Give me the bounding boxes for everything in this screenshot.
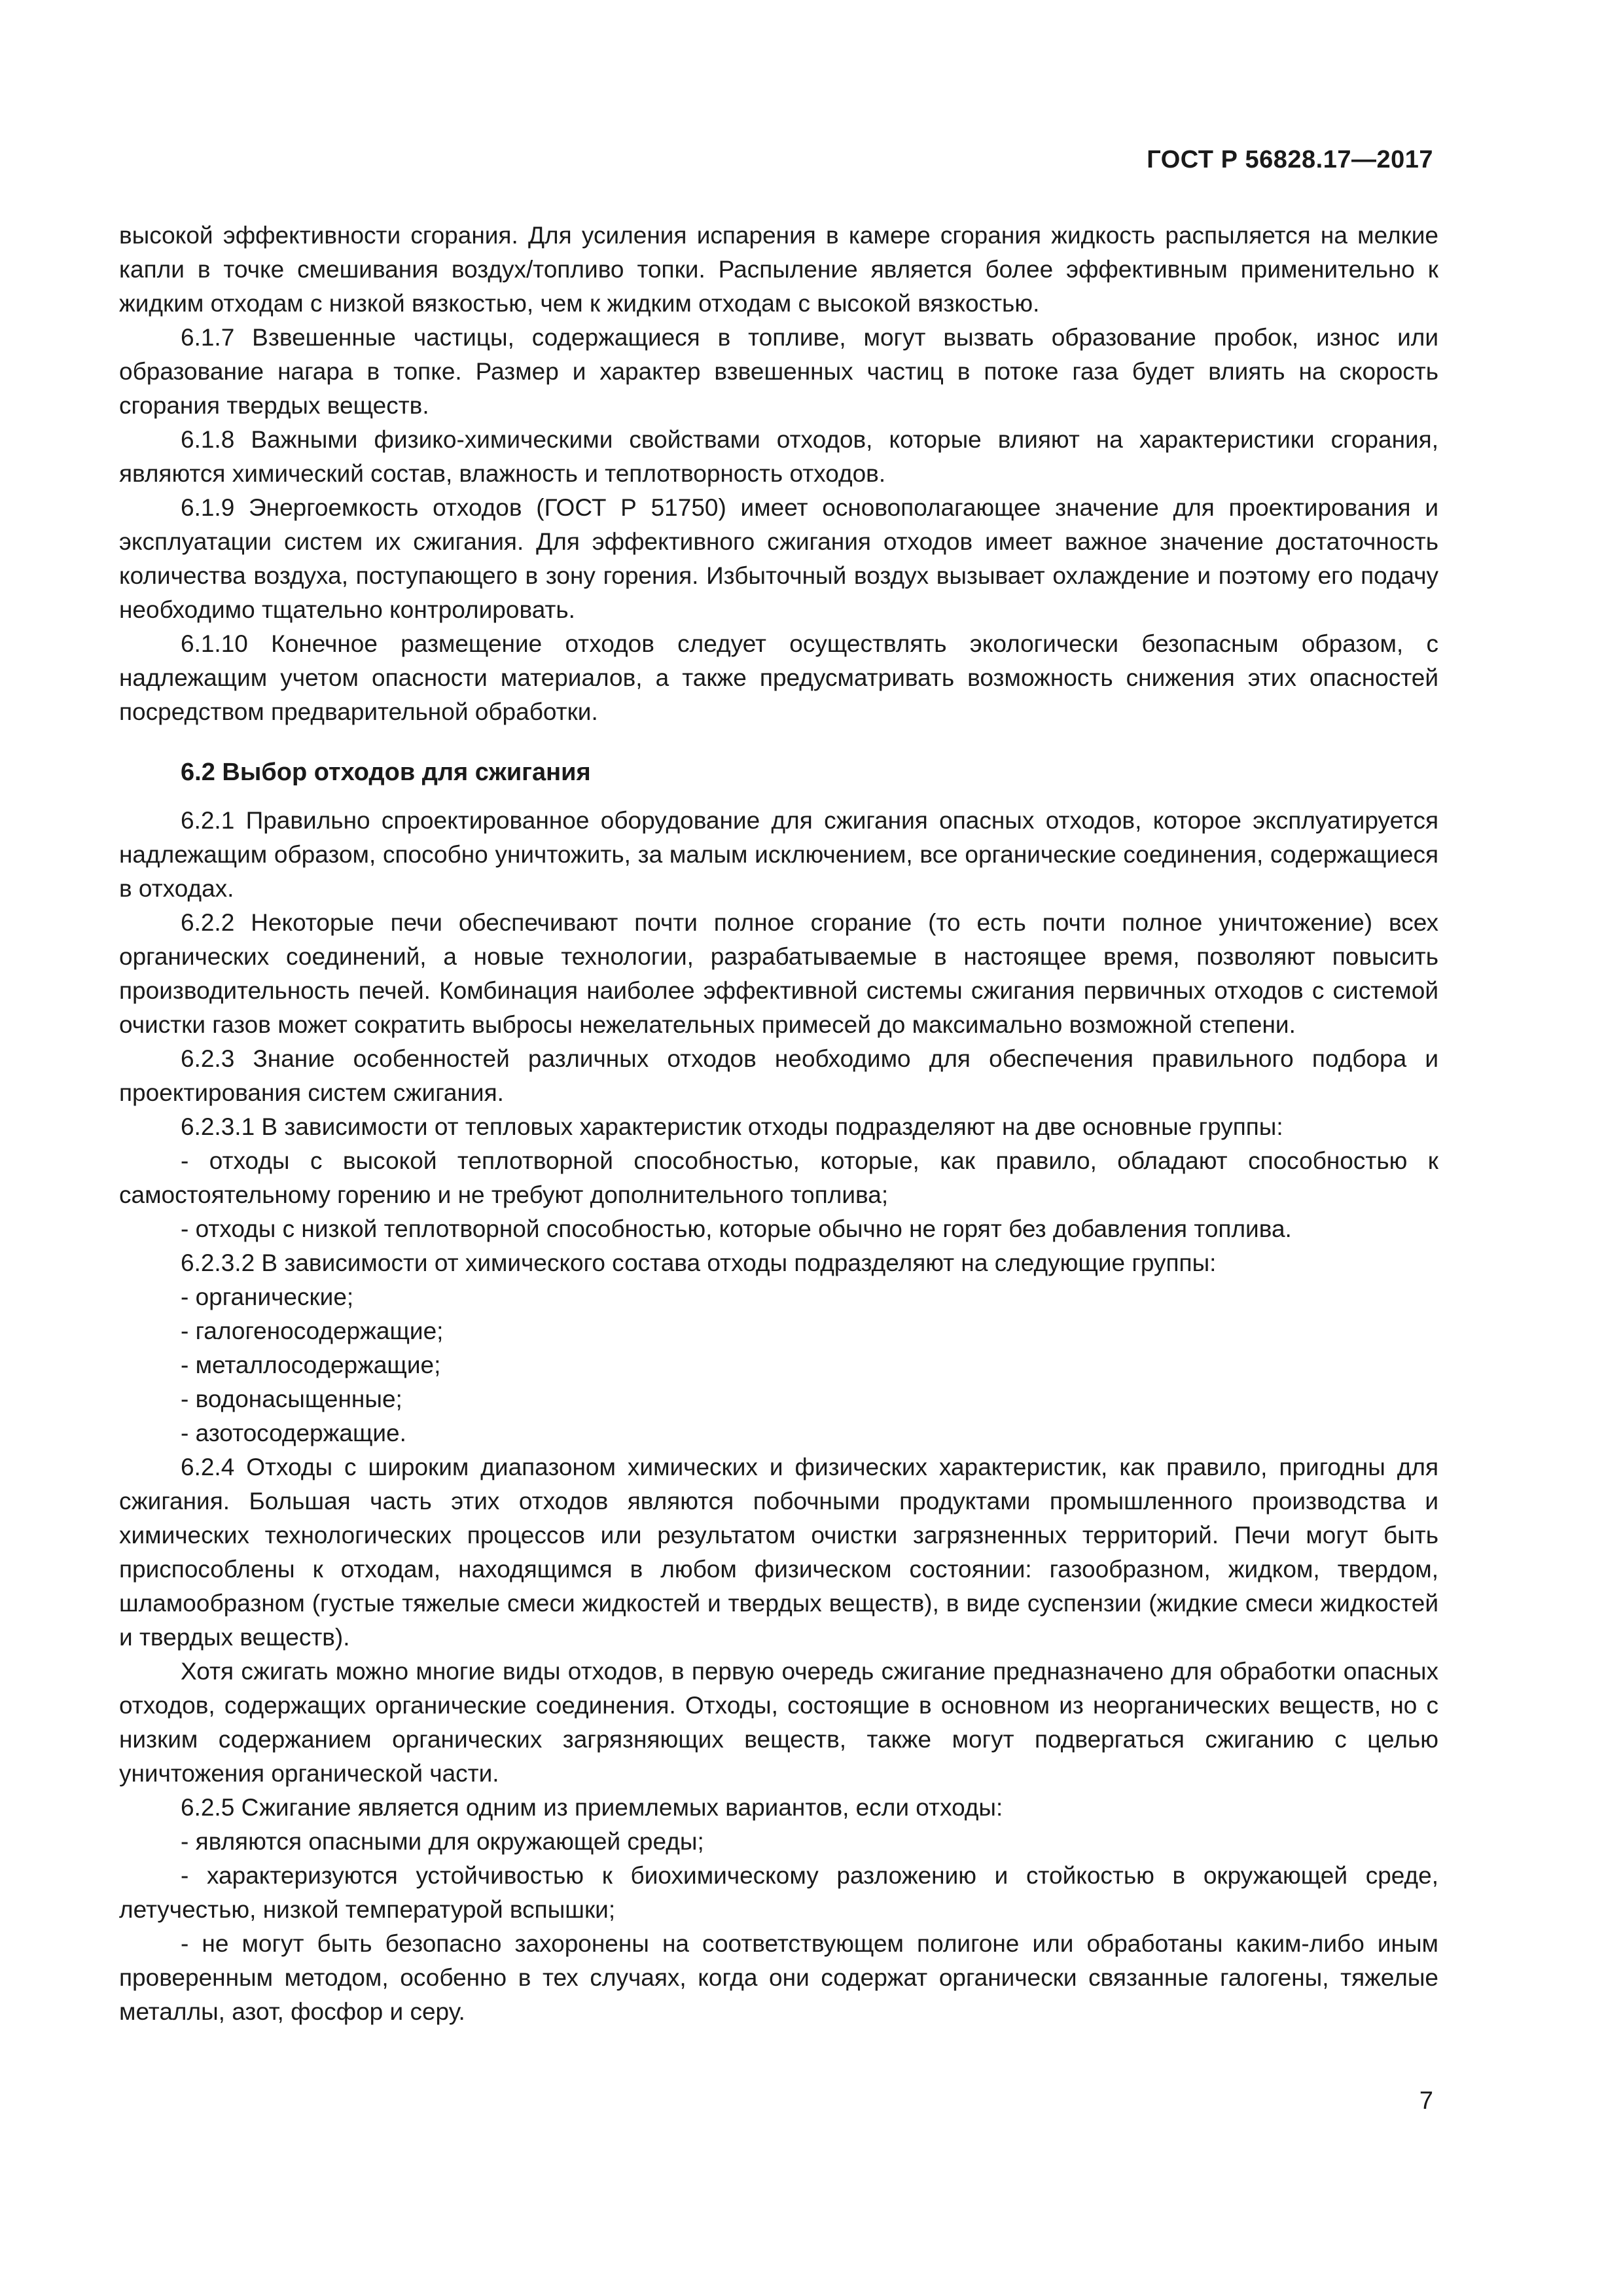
paragraph-6-2-3: 6.2.3 Знание особенностей различных отходов необходимо для обеспечения правильного подбора и проектирования систем сжигания. xyxy=(119,1045,1438,1106)
list-item: - не могут быть безопасно захоронены на соответствующем полигоне или обработаны каким-либо иным проверенным методом, особенно в тех случаях, когда они содержат органически связанные галогены, тяжелые металлы, азот, фосфор и серу. xyxy=(119,1930,1438,2025)
list-item: - характеризуются устойчивостью к биохимическому разложению и стойкостью в окружающей среде, летучестью, низкой температурой вспышки; xyxy=(119,1862,1438,1923)
document-body xyxy=(119,219,1438,2029)
list-item: - азотосодержащие. xyxy=(181,1420,406,1446)
paragraph-continuation: высокой эффективности сгорания. Для усиления испарения в камере сгорания жидкость распыляется на мелкие капли в точке смешивания воздух/топливо топки. Распыление является более эффективным применительно к жидким отходам с низкой вязкостью, чем к жидким отходам с высокой вязкостью. xyxy=(119,222,1438,317)
list-item: - галогеносодержащие; xyxy=(181,1318,444,1344)
paragraph-6-2-5: 6.2.5 Сжигание является одним из приемлемых вариантов, если отходы: xyxy=(181,1794,1003,1821)
paragraph-6-1-8: 6.1.8 Важными физико-химическими свойствами отходов, которые влияют на характеристики сгорания, являются химический состав, влажность и теплотворность отходов. xyxy=(119,426,1438,487)
paragraph-6-2-3-1: 6.2.3.1 В зависимости от тепловых характеристик отходы подразделяют на две основные группы: xyxy=(181,1113,1283,1140)
list-item: - отходы с высокой теплотворной способностью, которые, как правило, обладают способностью к самостоятельному горению и не требуют дополнительного топлива; xyxy=(119,1147,1438,1208)
list-item: - отходы с низкой теплотворной способностью, которые обычно не горят без добавления топлива. xyxy=(181,1215,1292,1242)
paragraph-6-2-2: 6.2.2 Некоторые печи обеспечивают почти полное сгорание (то есть почти полное уничтожение) всех органических соединений, а новые технологии, разрабатываемые в настоящее время, позволяют повысить производительность печей. Комбинация наиболее эффективной системы сжигания первичных отходов с системой очистки газов может сократить выбросы нежелательных примесей до максимально возможной степени. xyxy=(119,909,1438,1038)
list-item: - являются опасными для окружающей среды; xyxy=(181,1828,704,1855)
paragraph-6-1-10: 6.1.10 Конечное размещение отходов следует осуществлять экологически безопасным образом, с надлежащим учетом опасности материалов, а также предусматривать возможность снижения этих опасностей посредством предварительной обработки. xyxy=(119,630,1438,725)
paragraph-6-2-4-continued: Хотя сжигать можно многие виды отходов, в первую очередь сжигание предназначено для обработки опасных отходов, содержащих органические соединения. Отходы, состоящие в основном из неорганических веществ, но с низким содержанием органических загрязняющих веществ, также могут подвергаться сжиганию с целью уничтожения органической части. xyxy=(119,1658,1438,1787)
list-item: - органические; xyxy=(181,1283,354,1310)
paragraph-6-2-3-2: 6.2.3.2 В зависимости от химического состава отходы подразделяют на следующие группы: xyxy=(181,1249,1217,1276)
section-heading-6-2: 6.2 Выбор отходов для сжигания xyxy=(181,759,591,786)
document-header-id: ГОСТ Р 56828.17—2017 xyxy=(1147,146,1433,173)
paragraph-6-2-1: 6.2.1 Правильно спроектированное оборудование для сжигания опасных отходов, которое эксплуатируется надлежащим образом, способно уничтожить, за малым исключением, все органические соединения, содержащиеся в отходах. xyxy=(119,807,1438,902)
paragraph-6-1-9: 6.1.9 Энергоемкость отходов (ГОСТ Р 51750) имеет основополагающее значение для проектирования и эксплуатации систем их сжигания. Для эффективного сжигания отходов имеет важное значение достаточность количества воздуха, поступающего в зону горения. Избыточный воздух вызывает охлаждение и поэтому его подачу необходимо тщательно контролировать. xyxy=(119,494,1438,623)
paragraph-6-2-4: 6.2.4 Отходы с широким диапазоном химических и физических характеристик, как правило, пригодны для сжигания. Большая часть этих отходов являются побочными продуктами промышленного производства и химических технологических процессов или результатом очистки загрязненных территорий. Печи могут быть приспособлены к отходам, находящимся в любом физическом состоянии: газообразном, жидком, твердом, шламообразном (густые тяжелые смеси жидкостей и твердых веществ), в виде суспензии (жидкие смеси жидкостей и твердых веществ). xyxy=(119,1454,1438,1651)
list-item: - водонасыщенные; xyxy=(181,1386,402,1412)
paragraph-6-1-7: 6.1.7 Взвешенные частицы, содержащиеся в топливе, могут вызвать образование пробок, износ или образование нагара в топке. Размер и характер взвешенных частиц в потоке газа будет влиять на скорость сгорания твердых веществ. xyxy=(119,324,1438,419)
list-item: - металлосодержащие; xyxy=(181,1352,441,1378)
page-number: 7 xyxy=(1419,2087,1433,2115)
